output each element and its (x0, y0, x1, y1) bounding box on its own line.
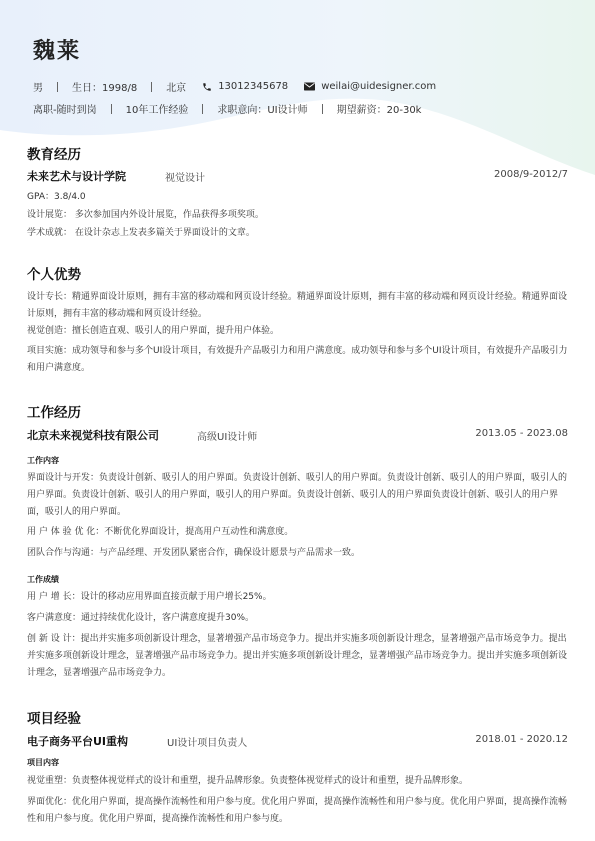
education-gpa: GPA：3.8/4.0 (27, 192, 86, 202)
job-title: 高级UI设计师 (197, 432, 258, 443)
project-role: UI设计项目负责人 (167, 738, 248, 749)
company-name: 北京未来视觉科技有限公司 (27, 429, 159, 442)
phone-icon (202, 82, 212, 92)
section-title-project: 项目经验 (27, 711, 81, 727)
candidate-name: 魏莱 (33, 39, 82, 64)
work-content-subtitle: 工作内容 (27, 456, 59, 465)
gender: 男 (33, 83, 43, 94)
project-date: 2018.01 - 2020.12 (475, 734, 568, 745)
job-intent-row (33, 101, 421, 116)
work-date: 2013.05 - 2023.08 (475, 428, 568, 439)
work-achievement-subtitle: 工作成绩 (27, 575, 59, 584)
expected-salary: 期望薪资：20-30k (336, 105, 422, 116)
achievement-customer-satisfaction: 客户满意度：通过持续优化设计，客户满意度提升30%。 (27, 613, 255, 623)
basic-info-row (33, 79, 436, 94)
email-address: weilai@uidesigner.com (321, 81, 437, 92)
availability-status: 离职-随时到岗 (33, 105, 97, 116)
section-title-work: 工作经历 (27, 405, 81, 421)
divider (57, 82, 58, 92)
education-academic: 学术成就： 在设计杂志上发表多篇关于界面设计的文章。 (27, 228, 255, 238)
divider (151, 82, 152, 92)
section-title-advantages: 个人优势 (27, 267, 81, 283)
project-name: 电子商务平台UI重构 (27, 735, 129, 748)
work-content-ui-design: 界面设计与开发：负责设计创新、吸引人的用户界面。负责设计创新、吸引人的用户界面。负责设计创新、吸引人的用户界面，吸引人的用户界面。负责设计创新、吸引人的用户界面，吸引人的用户界面。负责设计创新、吸引人的用户界面负责设计创新、吸引人的用户界面，吸引人的用户界面。 (27, 473, 568, 517)
email-icon (304, 82, 315, 91)
education-exhibition: 设计展览： 多次参加国内外设计展览，作品获得多项奖项。 (27, 210, 264, 220)
work-experience-years: 10年工作经验 (125, 105, 189, 116)
education-entry-header (27, 168, 568, 184)
advantage-project-implementation: 项目实施：成功领导和参与多个UI设计项目，有效提升产品吸引力和用户满意度。成功领导和参与多个UI设计项目，有效提升产品吸引力和用户满意度。 (27, 346, 568, 373)
school-name: 未来艺术与设计学院 (27, 170, 126, 183)
education-date: 2008/9-2012/7 (494, 169, 568, 180)
divider (202, 104, 203, 114)
advantage-visual-creation: 视觉创造：擅长创造直观、吸引人的用户界面，提升用户体验。 (27, 326, 280, 336)
achievement-user-growth: 用 户 增 长：设计的移动应用界面直接贡献于用户增长25%。 (27, 592, 272, 602)
project-interface-optimization: 界面优化：优化用户界面，提高操作流畅性和用户参与度。优化用户界面，提高操作流畅性和用户参与度。优化用户界面，提高操作流畅性和用户参与度。优化用户界面，提高操作流畅性和用户参与度。 (27, 797, 568, 824)
work-entry-header (27, 427, 568, 443)
project-entry-header (27, 733, 568, 749)
project-content-subtitle: 项目内容 (27, 758, 59, 767)
advantage-design-expertise: 设计专长：精通界面设计原则，拥有丰富的移动端和网页设计经验。精通界面设计原则，拥有丰富的移动端和网页设计经验。精通界面设计原则，拥有丰富的移动端和网页设计经验。 (27, 292, 568, 319)
phone-number: 13012345678 (218, 81, 289, 92)
work-content-ux-optimization: 用 户 体 验 优 化：不断优化界面设计，提高用户互动性和满意度。 (27, 527, 294, 537)
job-intent: 求职意向：UI设计师 (217, 105, 308, 116)
divider (322, 104, 323, 114)
major: 视觉设计 (165, 173, 205, 184)
project-visual-redesign: 视觉重塑：负责整体视觉样式的设计和重塑，提升品牌形象。负责整体视觉样式的设计和重塑，提升品牌形象。 (27, 776, 469, 786)
city: 北京 (166, 83, 187, 94)
work-content-teamwork: 团队合作与沟通：与产品经理、开发团队紧密合作，确保设计愿景与产品需求一致。 (27, 548, 361, 558)
divider (111, 104, 112, 114)
birthday: 生日：1998/8 (72, 83, 138, 94)
achievement-innovative-design: 创 新 设 计：提出并实施多项创新设计理念，显著增强产品市场竞争力。提出并实施多项创新设计理念，显著增强产品市场竞争力。提出并实施多项创新设计理念，显著增强产品市场竞争力。提出并实施多项创新设计理念，显著增强产品市场竞争力。提出并实施多项创新设计理念，显著增强产品市场竞争力。 (27, 634, 568, 678)
section-title-education: 教育经历 (27, 147, 81, 163)
